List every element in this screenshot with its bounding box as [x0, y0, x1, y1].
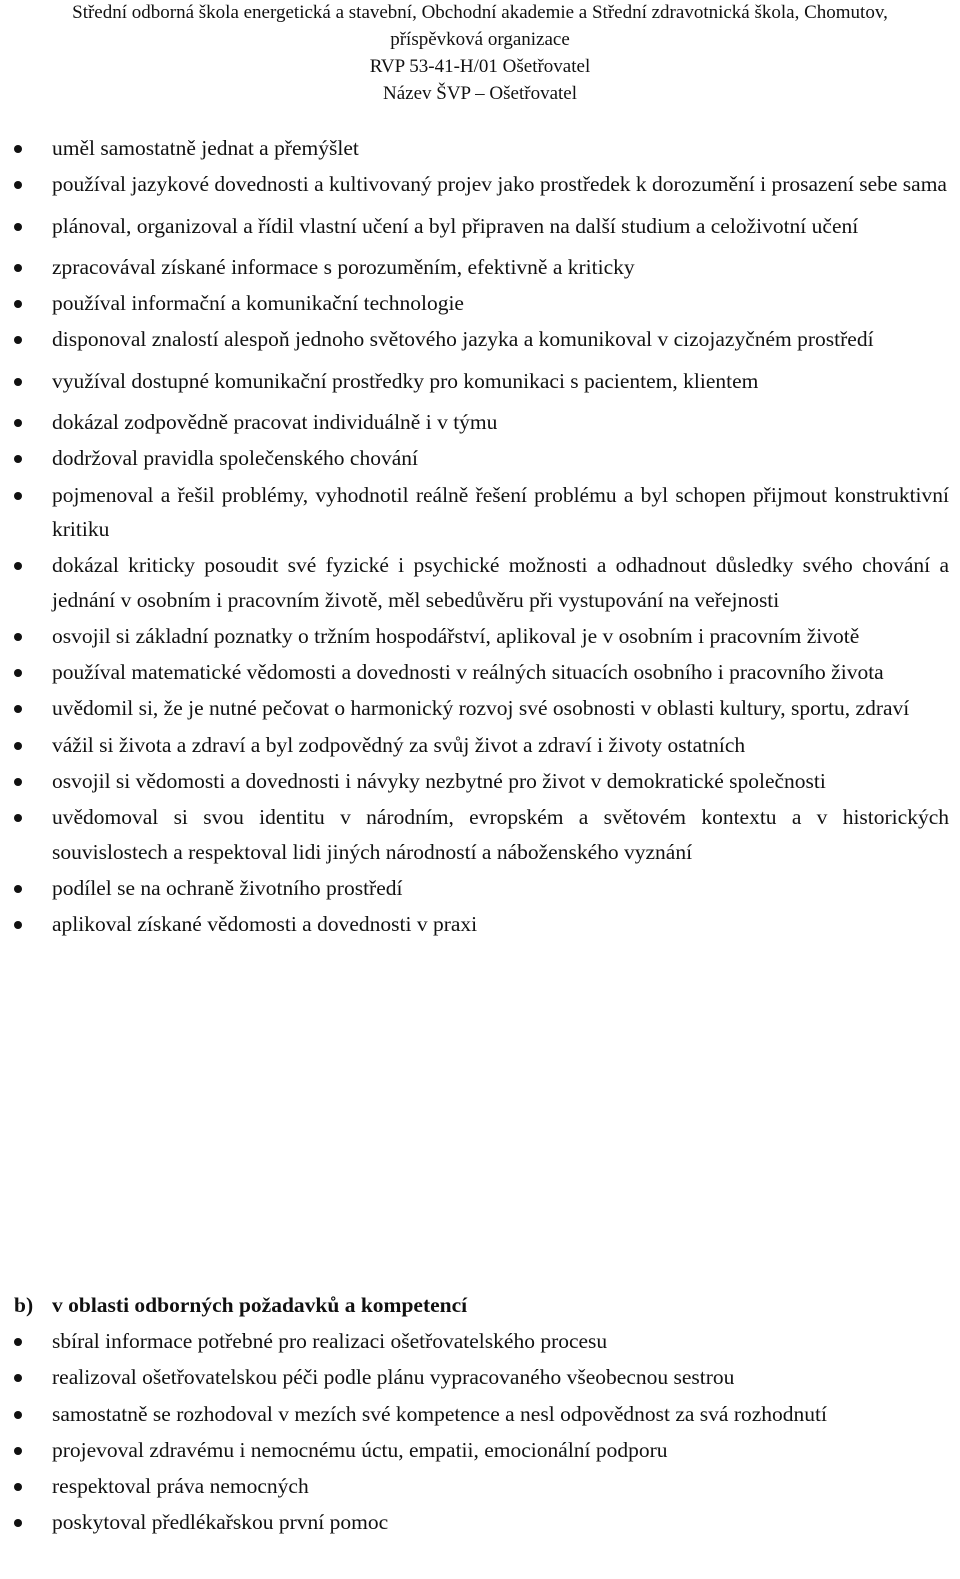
list-item — [0, 131, 960, 165]
bullet-icon — [14, 633, 22, 641]
list-item — [0, 691, 960, 725]
list-item-text: disponoval znalostí alespoň jednoho světového jazyka a komunikoval v cizojazyčném prostředí — [52, 327, 874, 352]
bullet-icon — [14, 378, 22, 386]
header-rvp-code: RVP 53-41-H/01 Ošetřovatel — [369, 56, 591, 77]
bullet-icon — [14, 336, 22, 344]
list-item — [0, 871, 960, 905]
page-header — [0, 0, 960, 107]
list-item — [0, 764, 960, 798]
bullet-icon — [14, 669, 22, 677]
list-item — [0, 728, 960, 762]
bullet-icon — [14, 455, 22, 463]
list-item — [0, 286, 960, 320]
bullet-icon — [14, 492, 22, 500]
bullet-icon — [14, 1483, 22, 1491]
list-item-text: vážil si života a zdraví a byl zodpovědný za svůj život a zdraví i životy ostatních — [52, 732, 746, 757]
bullet-icon — [14, 223, 22, 231]
list-item-text: uvědomoval si svou identitu v národním, evropském a světovém kontextu a v historických souvislostech a respektoval lidi jiných národností a náboženského vyznání — [52, 805, 949, 864]
header-svp-name: Název ŠVP – Ošetřovatel — [383, 83, 577, 104]
bullet-icon — [14, 145, 22, 153]
header-school-name: Střední odborná škola energetická a stavební, Obchodní akademie a Střední zdravotnická škola, Chomutov, — [72, 2, 888, 23]
list-item-text: dokázal zodpovědně pracovat individuálně i v týmu — [52, 410, 498, 435]
list-item-text: dokázal kriticky posoudit své fyzické i psychické možnosti a odhadnout důsledky svého chování a jednání v osobním i pracovním životě, měl sebedůvěru při vystupování na veřejnosti — [52, 553, 949, 612]
list-item — [0, 907, 960, 941]
section-b-heading — [14, 1288, 467, 1322]
list-item — [0, 250, 960, 284]
bullet-icon — [14, 921, 22, 929]
list-item — [0, 405, 960, 439]
general-competences-list — [0, 131, 960, 944]
list-item-text: používal jazykové dovednosti a kultivovaný projev jako prostředek k dorozumění i prosazení sebe sama — [52, 172, 947, 197]
list-item — [0, 478, 960, 547]
header-organization-type: příspěvková organizace — [390, 29, 570, 50]
list-item-text: projevoval zdravému i nemocnému úctu, empatii, emocionální podporu — [52, 1437, 668, 1462]
bullet-icon — [14, 1411, 22, 1419]
list-item-text: plánoval, organizoval a řídil vlastní učení a byl připraven na další studium a celoživotní učení — [52, 213, 859, 238]
list-item-text: používal informační a komunikační technologie — [52, 291, 464, 316]
list-item — [0, 800, 960, 869]
bullet-icon — [14, 814, 22, 822]
list-item-text: osvojil si základní poznatky o tržním hospodářství, aplikoval je v osobním i pracovním životě — [52, 623, 860, 648]
list-item-text: poskytoval předlékařskou první pomoc — [52, 1510, 389, 1535]
list-item-text: dodržoval pravidla společenského chování — [52, 446, 418, 471]
bullet-icon — [14, 885, 22, 893]
section-b-letter: b) — [14, 1293, 34, 1317]
bullet-icon — [14, 562, 22, 570]
list-item-text: uměl samostatně jednat a přemýšlet — [52, 136, 359, 160]
section-b-title: v oblasti odborných požadavků a kompetencí — [52, 1293, 468, 1317]
list-item-text: sbíral informace potřebné pro realizaci ošetřovatelského procesu — [52, 1329, 608, 1353]
list-item-text: samostatně se rozhodoval v mezích své kompetence a nesl odpovědnost za svá rozhodnutí — [52, 1401, 827, 1426]
list-item — [0, 209, 960, 243]
bullet-icon — [14, 1338, 22, 1346]
list-item-text: uvědomil si, že je nutné pečovat o harmonický rozvoj své osobnosti v oblasti kultury, sportu, zdraví — [52, 696, 910, 721]
list-item — [0, 655, 960, 689]
list-item-text: osvojil si vědomosti a dovednosti i návyky nezbytné pro život v demokratické společnosti — [52, 769, 826, 794]
bullet-icon — [14, 1374, 22, 1382]
list-item — [0, 1505, 960, 1539]
list-item — [0, 619, 960, 653]
list-item — [0, 322, 960, 356]
bullet-icon — [14, 300, 22, 308]
list-item — [0, 364, 960, 398]
list-item-text: respektoval práva nemocných — [52, 1474, 309, 1499]
bullet-icon — [14, 419, 22, 427]
list-item — [0, 1433, 960, 1467]
list-item-text: využíval dostupné komunikační prostředky pro komunikaci s pacientem, klientem — [52, 368, 759, 393]
professional-competences-list — [0, 1324, 960, 1542]
list-item-text: podílel se na ochraně životního prostředí — [52, 875, 403, 900]
list-item — [0, 167, 960, 201]
list-item-text: používal matematické vědomosti a dovednosti v reálných situacích osobního i pracovního života — [52, 660, 884, 685]
list-item — [0, 548, 960, 617]
list-item — [0, 1469, 960, 1503]
list-item-text: realizoval ošetřovatelskou péči podle plánu vypracovaného všeobecnou sestrou — [52, 1365, 735, 1390]
bullet-icon — [14, 778, 22, 786]
list-item-text: pojmenoval a řešil problémy, vyhodnotil reálně řešení problému a byl schopen přijmout konstruktivní kritiku — [52, 482, 949, 541]
list-item-text: aplikoval získané vědomosti a dovednosti v praxi — [52, 912, 478, 937]
list-item — [0, 1397, 960, 1431]
bullet-icon — [14, 1519, 22, 1527]
bullet-icon — [14, 181, 22, 189]
list-item — [0, 1360, 960, 1394]
bullet-icon — [14, 742, 22, 750]
bullet-icon — [14, 264, 22, 272]
bullet-icon — [14, 1447, 22, 1455]
list-item — [0, 441, 960, 475]
list-item-text: zpracovával získané informace s porozuměním, efektivně a kriticky — [52, 254, 635, 279]
list-item — [0, 1324, 960, 1358]
bullet-icon — [14, 705, 22, 713]
